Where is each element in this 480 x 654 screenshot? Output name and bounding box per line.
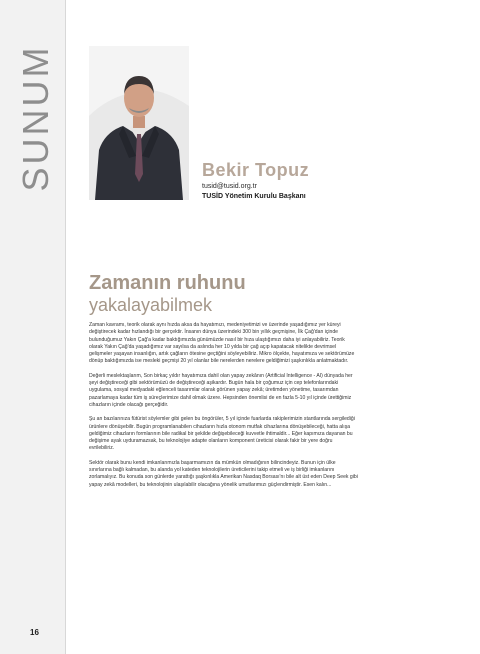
article-subtitle: yakalayabilmek	[89, 295, 213, 315]
article-title: Zamanın ruhunu	[89, 272, 246, 294]
body-paragraph: Sektör olarak bunu kendi imkanlarımızla başarmamızın da mümkün olmadığının bilincindeyiz. Bunun için ülke sınırlarına bağlı kalmadan, bu alanda yol kateden teknolojilerin üreticilerini takip etmeli ve iş birliği imkanlarını zorlamalıyız. Bu konuda son günlerde yarattığı şaşkınlıkla Amerikan Nasdaq Borsası'nı bile alt üst eden Deep Seek gibi yapay zekâ modelleri, bu teknolojinin ulaşılabilir olacağına yönelik umutlarımızı güçlendirmiştir. Esen kalın...	[89, 459, 358, 488]
portrait-image	[89, 46, 189, 200]
body-paragraph: Değerli meslektaşlarım, Son birkaç yıldır hayatımıza dahil olan yapay zekânın (Artificial Intelligence - AI) dünyada her şeyi değiştireceği gibi sektörümüzü de değiştireceği aşikardır. Bugün hala bir çoğumuz için cep telefonlarındaki uygulama, sosyal medyadaki eğlenceli tasarımlar olarak görünen yapay zekâ; üretimden yönetime, tasarımdan pazarlamaya kadar tüm iş süreçlerimize dahil olmak üzere. Hepsinden önemlisi de en fazla 5-10 yıl içinde ürettiğimiz cihazların içinde olacağı gerçeğidir.	[89, 372, 353, 408]
author-photo	[89, 46, 189, 200]
author-role: TUSİD Yönetim Kurulu Başkanı	[202, 193, 306, 200]
author-name: Bekir Topuz	[202, 160, 310, 180]
article-body	[89, 322, 359, 496]
body-paragraph: Şu an bazılarınıza fütürist söylemler gibi gelen bu öngörüler, 5 yıl içinde fuarlarda rakiplerimizin stantlarında sergilediği ürünlere dönüşebilir. Bugün programlanabilen cihazların hızla otonom mutfak cihazlarına dönüşebileceği, hatta alışa geldiğimiz cihazların formlarının bile radikal bir şekilde değişebileceği kuvvetle ihtimaldir... Eğer kapımıza dayanan bu değişime ayak uyduramazsak, bu teknolojiye adapte olanların komponent üreticisi olarak fakir bir yere doğru evrilebiliriz.	[89, 416, 355, 452]
body-paragraph: Zaman kavramı, teorik olarak aynı hızda aksa da hayatımızı, medeniyetimizi ve üzerinde yaşadığımız yer küreyi değiştirecek kadar hızlandığı bir gerçektir. İnsanın dünya üzerindeki 300 bin yıllık geçmişine, İlk Çağ'dan içinde bulunduğumuz Yakın Çağ'a kadar baktığımızda günümüzde nasıl bir hıza ulaştığımızı daha iyi anlayabiliriz. Teorik olarak Yakın Çağ'da yaşadığımız var sayılsa da aslında her 10 yılda bir çağ açıp kapatacak nitelikte devrimsel gelişmeler yaşayan insanlığın, artık çağların ötesine geçtiğini söyleyebiliriz. Mikro ölçekte, hayatımıza ve sektörümüze dönüp baktığımızda ise mesleki geçmişi 20 yıl olanlar bile nerelerden nerelere geldiğimizi şaşkınlıkla anlatmaktadır.	[89, 322, 355, 365]
section-label: SUNUM	[15, 44, 56, 192]
page-number: 16	[30, 628, 39, 637]
author-email[interactable]: tusid@tusid.org.tr	[202, 183, 257, 190]
